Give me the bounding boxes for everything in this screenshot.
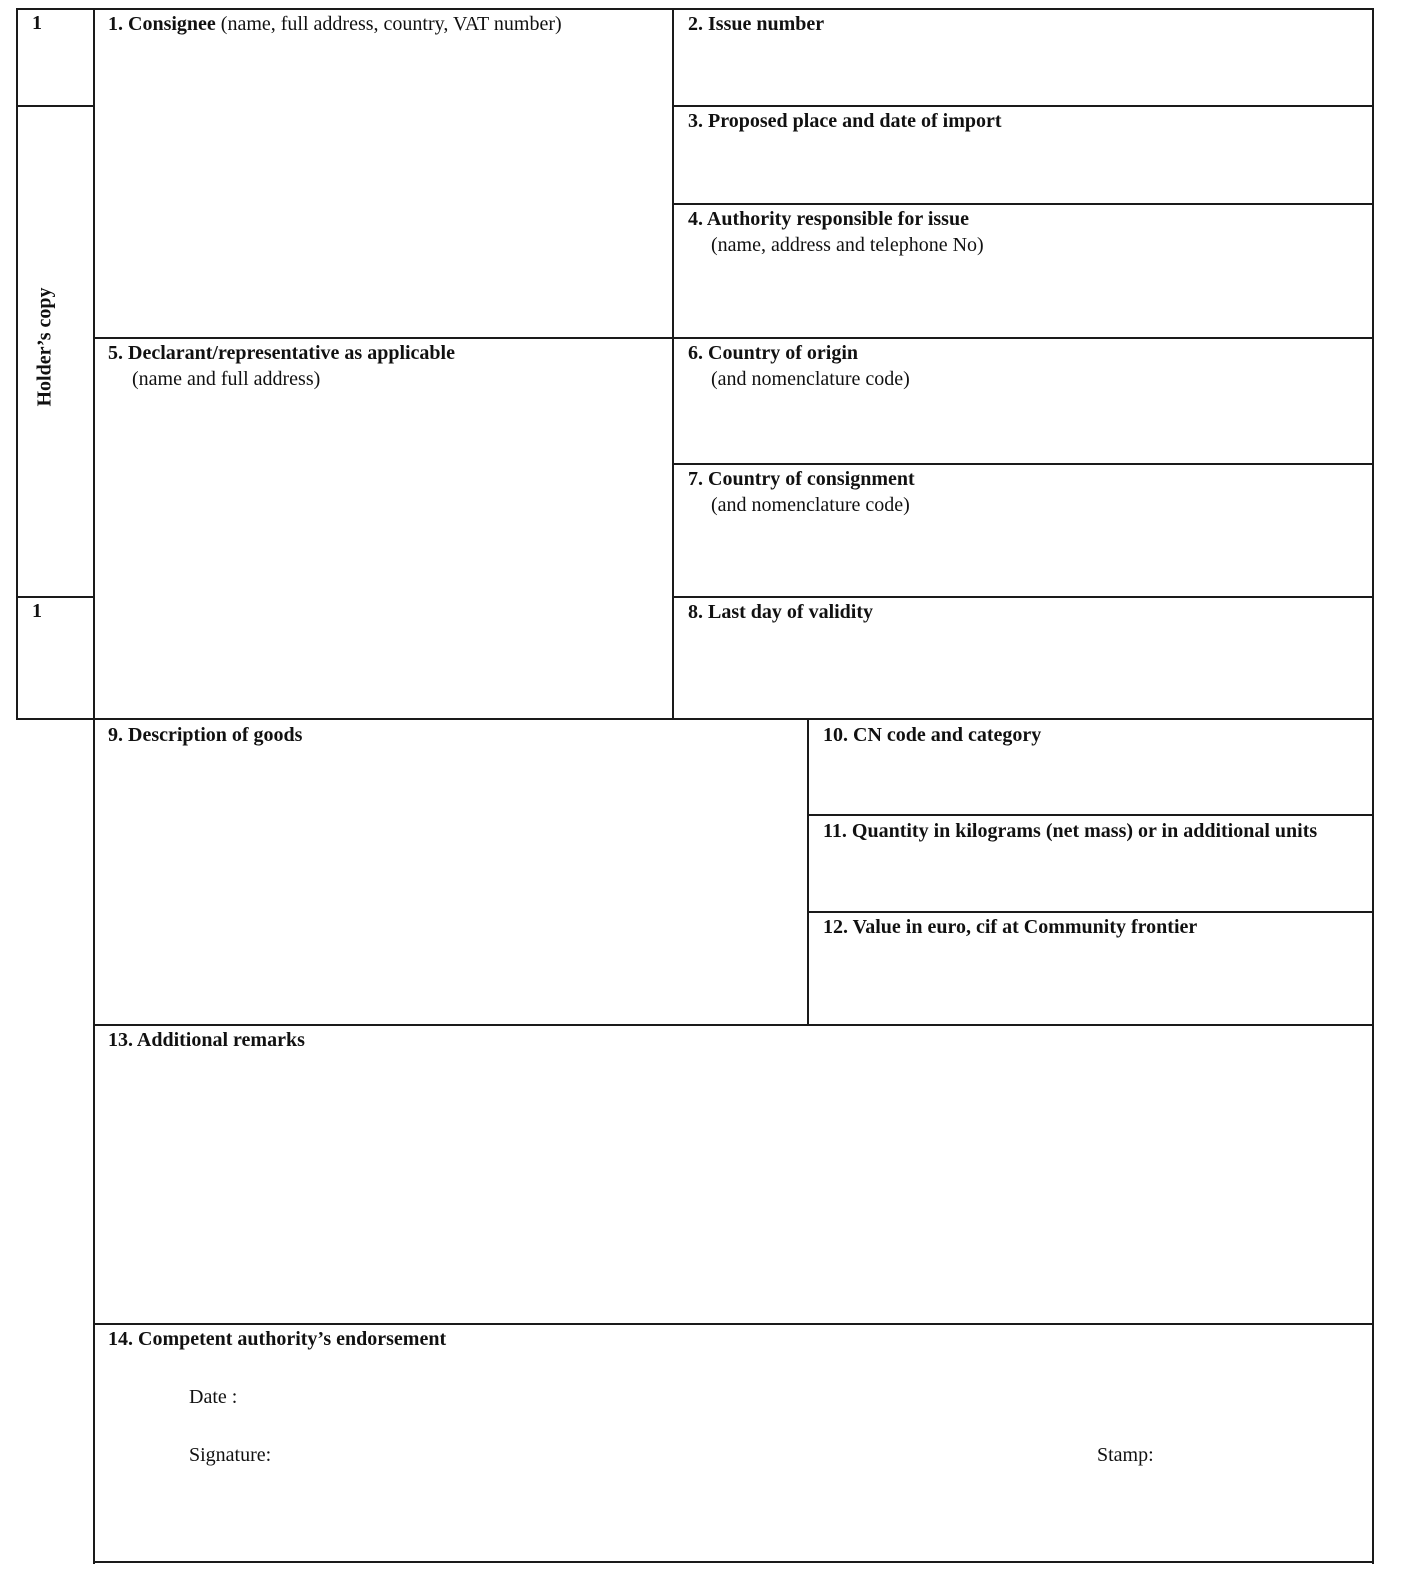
field-12-value-euro[interactable] — [823, 914, 1197, 940]
field-4-note: (name, address and telephone No) — [711, 234, 984, 256]
field-10-cn-code[interactable] — [823, 722, 1041, 748]
field-6-title: 6. Country of origin — [688, 342, 858, 364]
field-1-consignee[interactable] — [108, 11, 562, 37]
field-13-additional-remarks[interactable] — [108, 1027, 305, 1053]
field-14-title: 14. Competent authority’s endorsement — [108, 1328, 447, 1350]
field-7-title: 7. Country of consignment — [688, 468, 915, 490]
field-1-note: (name, full address, country, VAT number) — [220, 13, 562, 35]
field-6-country-origin[interactable] — [688, 340, 858, 366]
field-8-title: 8. Last day of validity — [688, 601, 874, 623]
field-5-declarant[interactable] — [108, 340, 455, 366]
field-9-title: 9. Description of goods — [108, 724, 303, 746]
field-4-title: 4. Authority responsible for issue — [688, 208, 969, 230]
field-3-place-date-import[interactable] — [688, 108, 1002, 134]
field-12-title: 12. Value in euro, cif at Community frontier — [823, 916, 1198, 938]
field-14-date-label: Date : — [189, 1386, 238, 1408]
field-5-title: 5. Declarant/representative as applicable — [108, 342, 455, 364]
field-11-quantity[interactable] — [823, 818, 1317, 844]
field-1-title: 1. Consignee — [108, 13, 216, 35]
field-4-authority[interactable] — [688, 206, 969, 232]
field-3-title: 3. Proposed place and date of import — [688, 110, 1002, 132]
field-7-note: (and nomenclature code) — [711, 494, 910, 516]
field-8-last-day-validity[interactable] — [688, 599, 873, 625]
copy-number-bottom: 1 — [32, 600, 42, 622]
field-2-title: 2. Issue number — [688, 13, 825, 35]
copy-number-top: 1 — [32, 12, 42, 34]
holders-copy-label: Holder’s copy — [33, 287, 56, 407]
field-9-description-goods[interactable] — [108, 722, 302, 748]
field-14-signature-label: Signature: — [189, 1444, 272, 1466]
field-10-title: 10. CN code and category — [823, 724, 1042, 746]
field-6-note: (and nomenclature code) — [711, 368, 910, 390]
field-13-title: 13. Additional remarks — [108, 1029, 305, 1051]
field-2-issue-number[interactable] — [688, 11, 824, 37]
field-14-endorsement[interactable] — [108, 1326, 446, 1352]
field-5-note: (name and full address) — [132, 368, 321, 390]
field-7-country-consignment[interactable] — [688, 466, 915, 492]
field-11-title: 11. Quantity in kilograms (net mass) or in additional units — [823, 820, 1318, 842]
field-14-stamp-label: Stamp: — [1097, 1444, 1154, 1466]
